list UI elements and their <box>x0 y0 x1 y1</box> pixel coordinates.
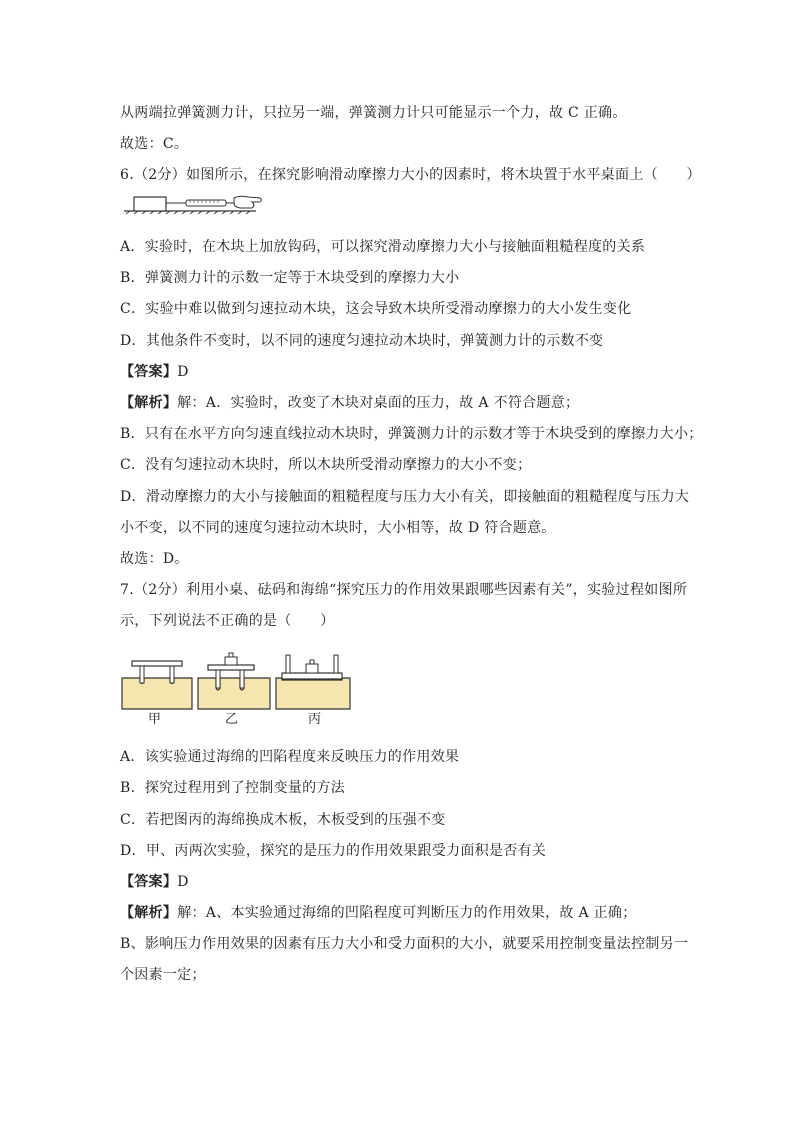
q7-option-c: C．若把图丙的海绵换成木板，木板受到的压强不变 <box>120 812 446 828</box>
analysis-text: 解：A、本实验通过海绵的凹陷程度可判断压力的作用效果，故 A 正确； <box>177 905 637 921</box>
wood-block <box>134 197 166 211</box>
q7-analysis-line-1 <box>120 903 637 923</box>
q7-option-b: B．探究过程用到了控制变量的方法 <box>120 780 346 796</box>
answer-value: D <box>177 364 189 380</box>
q7-figure <box>120 652 352 712</box>
q6-analysis-line-5: 小不变，以不同的速度匀速拉动木块时，大小相等，故 D 符合题意。 <box>120 520 556 536</box>
q6-conclusion: 故选：D。 <box>120 551 189 567</box>
q6-option-a: A．实验时，在木块上加放钩码，可以探究滑动摩擦力大小与接触面粗糙程度的关系 <box>120 239 646 255</box>
figure-label-yi: 乙 <box>225 712 239 727</box>
q6-option-b: B．弹簧测力计的示数一定等于木块受到的摩擦力大小 <box>120 270 460 286</box>
q7-analysis-line-2: B、影响压力作用效果的因素有压力大小和受力面积的大小，就要采用控制变量法控制另一 <box>120 936 689 952</box>
q5-analysis-line: 从两端拉弹簧测力计，只拉另一端，弹簧测力计只可能显示一个力，故 C 正确。 <box>120 105 627 121</box>
q6-option-d: D．其他条件不变时，以不同的速度匀速拉动木块时，弹簧测力计的示数不变 <box>120 333 604 349</box>
q6-figure <box>124 192 264 214</box>
analysis-tag: 【解析】 <box>120 395 178 411</box>
hand-icon <box>234 196 262 208</box>
q7-stem-line-1: 7.（2分）利用小桌、砝码和海绵“探究压力的作用效果跟哪些因素有关”，实验过程如图所 <box>120 582 688 598</box>
analysis-tag: 【解析】 <box>120 905 178 921</box>
q7-answer <box>120 872 189 892</box>
q6-analysis-line-1 <box>120 393 579 413</box>
q7-option-d: D．甲、丙两次实验，探究的是压力的作用效果跟受力面积是否有关 <box>120 843 547 859</box>
q6-stem: 6.（2分）如图所示，在探究影响滑动摩擦力大小的因素时，将木块置于水平桌面上（ ） <box>120 167 701 183</box>
analysis-text: 解：A．实验时，改变了木块对桌面的压力，故 A 不符合题意； <box>177 395 580 411</box>
q7-option-a: A．该实验通过海绵的凹陷程度来反映压力的作用效果 <box>120 749 460 765</box>
answer-tag: 【答案】 <box>120 874 178 890</box>
answer-tag: 【答案】 <box>120 364 178 380</box>
sponge-jia <box>122 661 192 709</box>
q6-answer <box>120 362 189 382</box>
q7-analysis-line-3: 个因素一定； <box>120 967 206 983</box>
q6-analysis-line-4: D．滑动摩擦力的大小与接触面的粗糙程度与压力大小有关，即接触面的粗糙程度与压力大 <box>120 489 690 505</box>
q6-option-c: C．实验中难以做到匀速拉动木块，这会导致木块所受滑动摩擦力的大小发生变化 <box>120 301 632 317</box>
figure-label-bing: 丙 <box>308 712 322 727</box>
q6-analysis-line-3: C．没有匀速拉动木块时，所以木块所受滑动摩擦力的大小不变； <box>120 457 532 473</box>
figure-label-jia: 甲 <box>148 712 162 727</box>
q5-conclusion: 故选：C。 <box>120 136 189 152</box>
q6-analysis-line-2: B．只有在水平方向匀速直线拉动木块时，弹簧测力计的示数才等于木块受到的摩擦力大小； <box>120 426 703 442</box>
answer-value: D <box>177 874 189 890</box>
sponge-yi <box>198 653 270 709</box>
q7-stem-line-2: 示，下列说法不正确的是（ ） <box>120 613 335 629</box>
sponge-bing <box>276 655 350 709</box>
